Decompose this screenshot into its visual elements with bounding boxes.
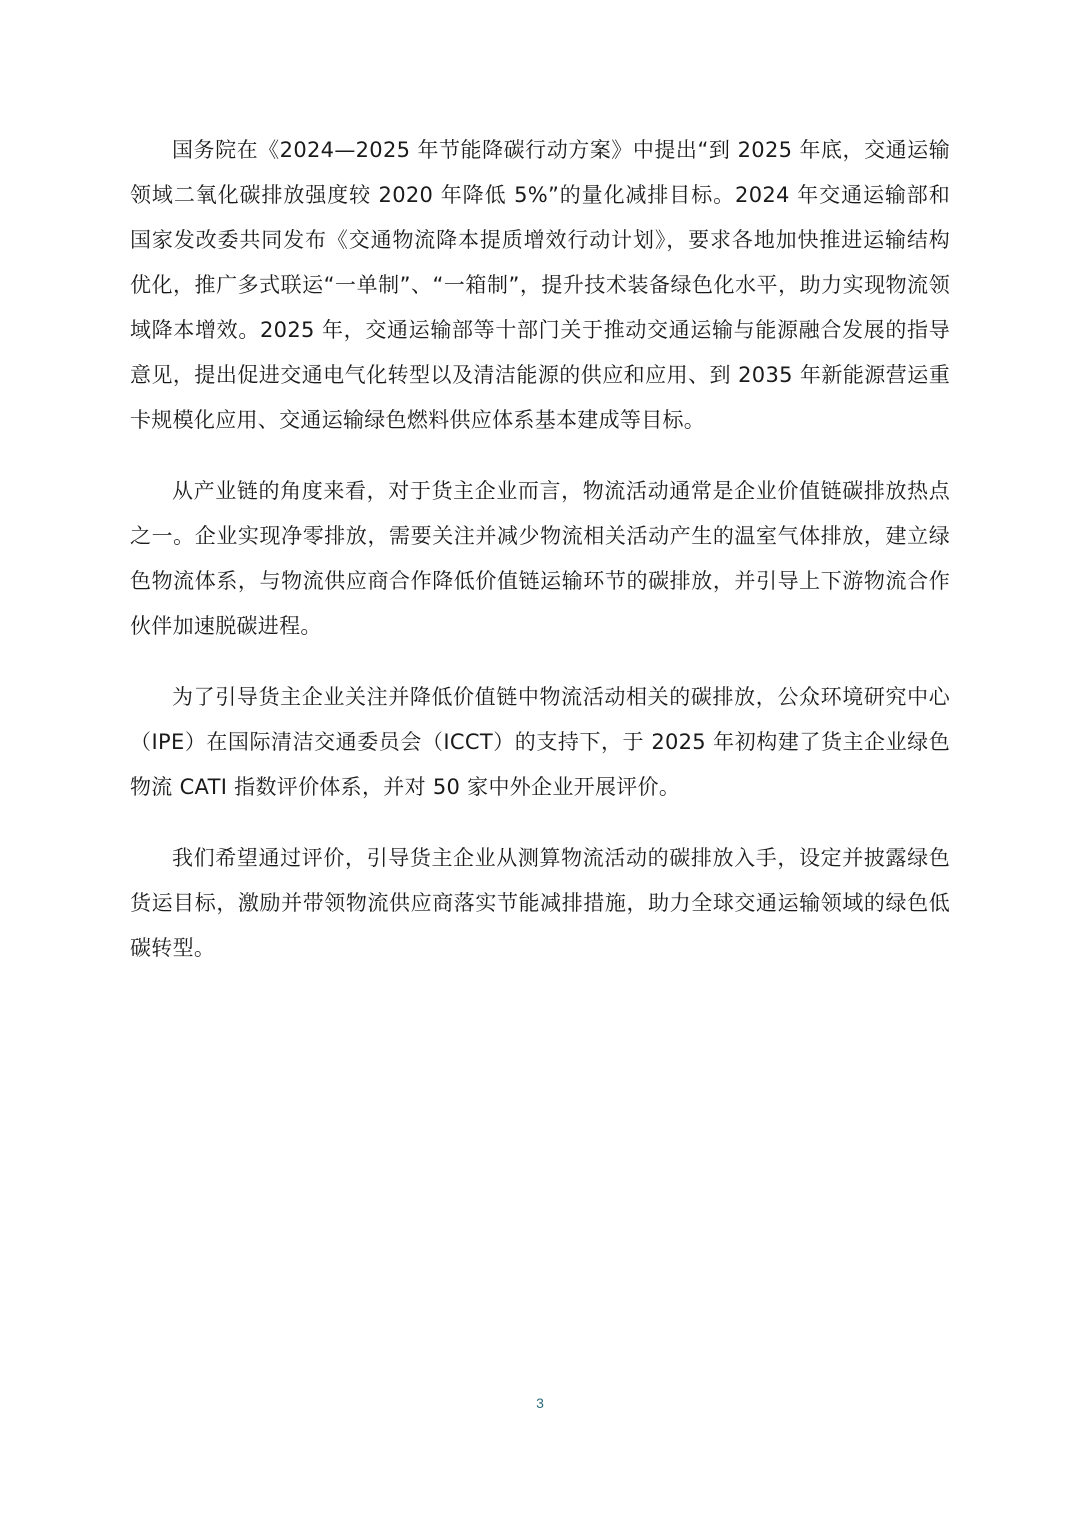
document-body (130, 128, 950, 997)
paragraph-goals: 我们希望通过评价，引导货主企业从测算物流活动的碳排放入手，设定并披露绿色货运目标，激励并带领物流供应商落实节能减排措施，助力全球交通运输领域的绿色低碳转型。 (130, 846, 950, 960)
paragraph-cati-index: 为了引导货主企业关注并降低价值链中物流活动相关的碳排放，公众环境研究中心（IPE）在国际清洁交通委员会（ICCT）的支持下，于 2025 年初构建了货主企业绿色物流 CATI 指数评价体系，并对 50 家中外企业开展评价。 (130, 685, 950, 799)
page-number: 3 (536, 1395, 544, 1411)
paragraph-policy-targets: 国务院在《2024—2025 年节能降碳行动方案》中提出“到 2025 年底，交通运输领域二氧化碳排放强度较 2020 年降低 5%”的量化减排目标。2024 年交通运输部和国家发改委共同发布《交通物流降本提质增效行动计划》，要求各地加快推进运输结构优化，推广多式联运“一单制”、“一箱制”，提升技术装备绿色化水平，助力实现物流领域降本增效。2025 年，交通运输部等十部门关于推动交通运输与能源融合发展的指导意见，提出促进交通电气化转型以及清洁能源的供应和应用、到 2035 年新能源营运重卡规模化应用、交通运输绿色燃料供应体系基本建成等目标。 (130, 138, 950, 432)
paragraph-industry-chain: 从产业链的角度来看，对于货主企业而言，物流活动通常是企业价值链碳排放热点之一。企业实现净零排放，需要关注并减少物流相关活动产生的温室气体排放，建立绿色物流体系，与物流供应商合作降低价值链运输环节的碳排放，并引导上下游物流合作伙伴加速脱碳进程。 (130, 479, 950, 638)
